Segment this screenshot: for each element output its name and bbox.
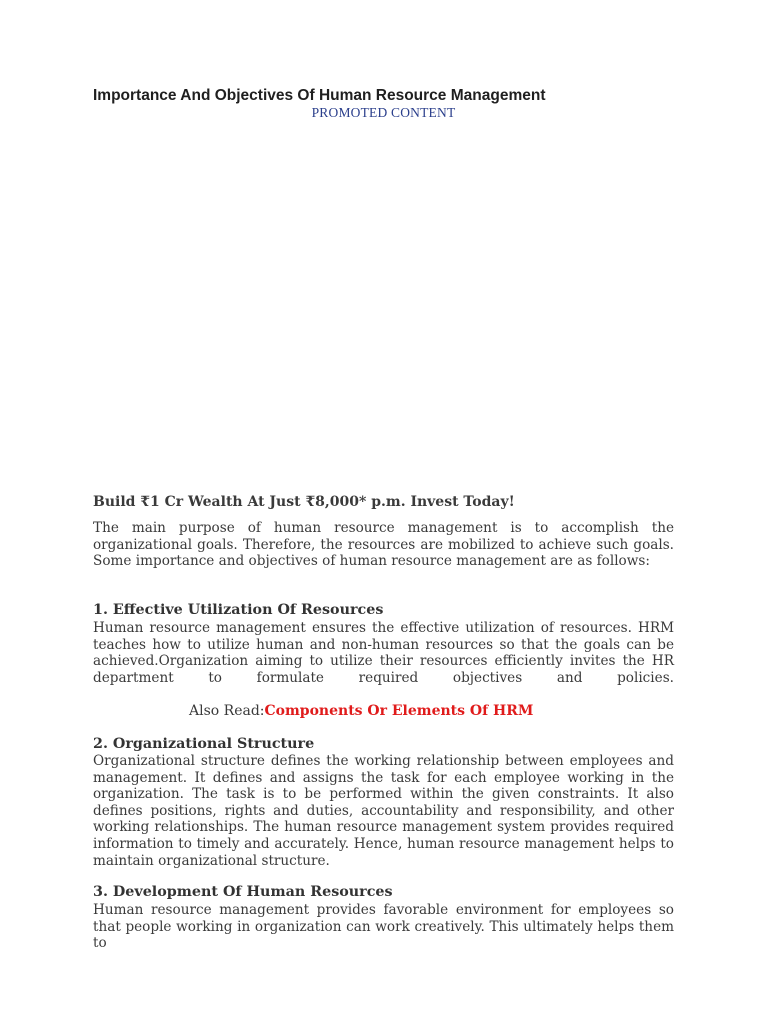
article-title: Importance And Objectives Of Human Resource Management (93, 87, 546, 104)
section-body-resources: Human resource management ensures the effective utilization of resources. HRM teaches how to utilize human and non-human resources so that the goals can be achieved.Organization aiming to utilize their resources efficiently invites the HR department to formulate required objectives and policies. (93, 620, 674, 686)
section-heading-development: 3. Development Of Human Resources (93, 884, 393, 900)
intro-paragraph: The main purpose of human resource management is to accomplish the organizational goals. Therefore, the resources are mobilized to achieve such goals. Some importance and objectives of human resource management are as follows: (93, 520, 674, 570)
section-heading-structure: 2. Organizational Structure (93, 736, 315, 752)
also-read-link[interactable]: Components Or Elements Of HRM (264, 703, 534, 719)
also-read-prefix: Also Read: (189, 703, 265, 719)
section-body-structure: Organizational structure defines the working relationship between employees and management. It defines and assigns the task for each employee working in the organization. The task is to be performed within the given constraints. It also defines positions, rights and duties, accountability and responsibility, and other working relationships. The human resource management system provides required information to timely and accurately. Hence, human resource management helps to maintain organizational structure. (93, 753, 674, 869)
ad-headline-link[interactable]: Build ₹1 Cr Wealth At Just ₹8,000* p.m. Invest Today! (93, 494, 515, 510)
ad-placeholder (93, 128, 674, 488)
section-heading-resources: 1. Effective Utilization Of Resources (93, 602, 384, 618)
section-body-development: Human resource management provides favorable environment for employees so that people working in organization can work creatively. This ultimately helps them to (93, 902, 674, 952)
promoted-content-label: PROMOTED CONTENT (311, 105, 456, 120)
also-read (189, 703, 533, 719)
